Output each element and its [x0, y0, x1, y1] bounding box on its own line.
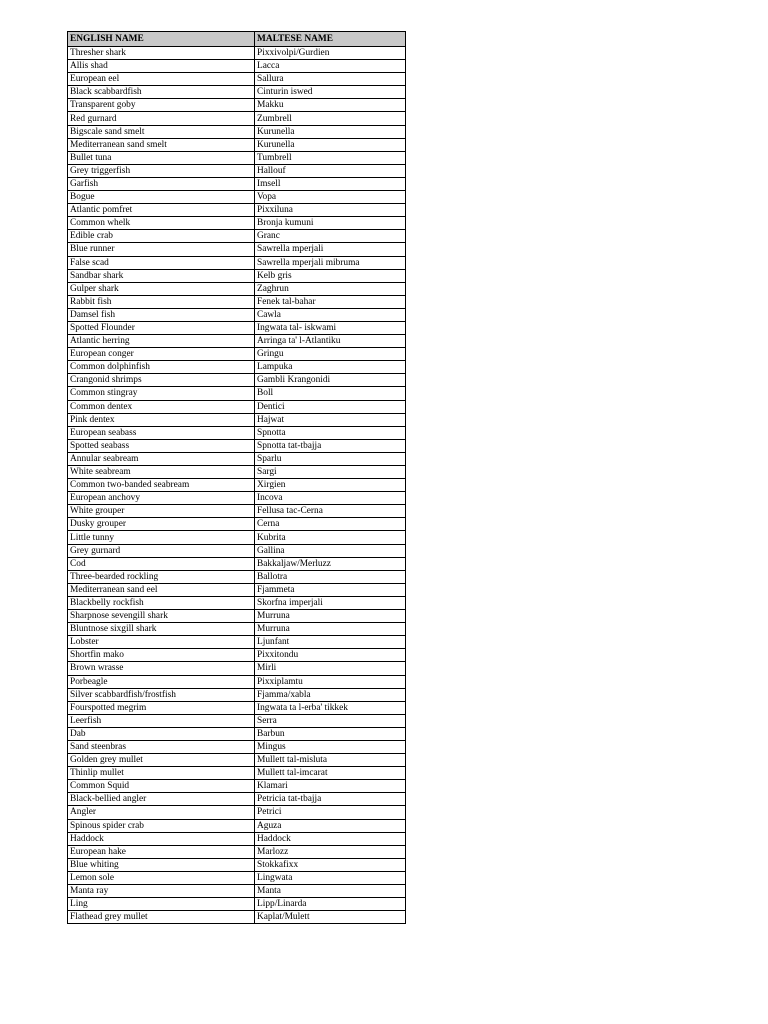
table-row	[68, 596, 406, 609]
english-name-header[interactable]: ENGLISH NAME	[68, 32, 255, 47]
table-row	[68, 426, 406, 439]
table-row	[68, 832, 406, 845]
english-name-cell[interactable]: Sharpnose sevengill shark	[68, 610, 255, 623]
maltese-name-cell[interactable]: Sparlu	[255, 452, 406, 465]
maltese-name-cell[interactable]: Pixxivolpi/Gurdien	[255, 47, 406, 60]
table-row	[68, 164, 406, 177]
maltese-name-cell[interactable]: Cerna	[255, 518, 406, 531]
english-name-cell[interactable]: Mediterranean sand smelt	[68, 138, 255, 151]
table-row	[68, 361, 406, 374]
table-row	[68, 217, 406, 230]
english-name-cell[interactable]: Thresher shark	[68, 47, 255, 60]
english-name-cell[interactable]: Red gurnard	[68, 112, 255, 125]
maltese-name-cell[interactable]: Hallouf	[255, 164, 406, 177]
table-row	[68, 86, 406, 99]
table-row	[68, 479, 406, 492]
english-name-cell[interactable]: Cod	[68, 557, 255, 570]
english-name-cell[interactable]: Blackbelly rockfish	[68, 596, 255, 609]
table-row	[68, 191, 406, 204]
table-row	[68, 819, 406, 832]
table-row	[68, 204, 406, 217]
maltese-name-cell[interactable]: Vopa	[255, 191, 406, 204]
maltese-name-cell[interactable]: Haddock	[255, 832, 406, 845]
table-row	[68, 256, 406, 269]
maltese-name-cell[interactable]: Cawla	[255, 308, 406, 321]
maltese-name-cell[interactable]: Incova	[255, 492, 406, 505]
maltese-name-cell[interactable]: Kelb gris	[255, 269, 406, 282]
maltese-name-cell[interactable]: Fjamma/xabla	[255, 688, 406, 701]
table-row	[68, 845, 406, 858]
english-name-cell[interactable]: Common two-banded seabream	[68, 479, 255, 492]
table-row	[68, 60, 406, 73]
maltese-name-cell[interactable]: Dentici	[255, 400, 406, 413]
table-row	[68, 858, 406, 871]
english-name-cell[interactable]: Flathead grey mullet	[68, 911, 255, 924]
table-row	[68, 649, 406, 662]
maltese-name-header[interactable]: MALTESE NAME	[255, 32, 406, 47]
maltese-name-cell[interactable]: Pixxitondu	[255, 649, 406, 662]
table-row	[68, 531, 406, 544]
table-row	[68, 321, 406, 334]
english-name-cell[interactable]: Blue whiting	[68, 858, 255, 871]
maltese-name-cell[interactable]: Spnotta tat-tbajja	[255, 439, 406, 452]
maltese-name-cell[interactable]: Fenek tal-bahar	[255, 295, 406, 308]
maltese-name-cell[interactable]: Granc	[255, 230, 406, 243]
maltese-name-cell[interactable]: Gambli Krangonidi	[255, 374, 406, 387]
table-row	[68, 636, 406, 649]
table-row	[68, 439, 406, 452]
maltese-name-cell[interactable]: Boll	[255, 387, 406, 400]
english-name-cell[interactable]: Annular seabream	[68, 452, 255, 465]
english-name-cell[interactable]: Leerfish	[68, 714, 255, 727]
maltese-name-cell[interactable]: Imsell	[255, 177, 406, 190]
table-row	[68, 466, 406, 479]
english-name-cell[interactable]: Common whelk	[68, 217, 255, 230]
maltese-name-cell[interactable]: Xirgien	[255, 479, 406, 492]
maltese-name-cell[interactable]: Spnotta	[255, 426, 406, 439]
english-name-cell[interactable]: European hake	[68, 845, 255, 858]
maltese-name-cell[interactable]: Ingwata tal- iskwami	[255, 321, 406, 334]
english-name-cell[interactable]: Blue runner	[68, 243, 255, 256]
english-name-cell[interactable]: Bigscale sand smelt	[68, 125, 255, 138]
maltese-name-cell[interactable]: Bronja kumuni	[255, 217, 406, 230]
maltese-name-cell[interactable]: Lipp/Linarda	[255, 898, 406, 911]
english-name-cell[interactable]: Ling	[68, 898, 255, 911]
table-row	[68, 112, 406, 125]
maltese-name-cell[interactable]: Zaghrun	[255, 282, 406, 295]
english-name-cell[interactable]: Edible crab	[68, 230, 255, 243]
table-row	[68, 374, 406, 387]
maltese-name-cell[interactable]: Lacca	[255, 60, 406, 73]
fish-names-table	[67, 31, 406, 924]
english-name-cell[interactable]: Porbeagle	[68, 675, 255, 688]
maltese-name-cell[interactable]: Pixxiplamtu	[255, 675, 406, 688]
english-name-cell[interactable]: Crangonid shrimps	[68, 374, 255, 387]
english-name-cell[interactable]: European anchovy	[68, 492, 255, 505]
table-row	[68, 518, 406, 531]
maltese-name-cell[interactable]: Murruna	[255, 623, 406, 636]
maltese-name-cell[interactable]: Fellusa tac-Cerna	[255, 505, 406, 518]
table-row	[68, 335, 406, 348]
english-name-cell[interactable]: Haddock	[68, 832, 255, 845]
table-row	[68, 151, 406, 164]
maltese-name-cell[interactable]: Kubrita	[255, 531, 406, 544]
english-name-cell[interactable]: Sand steenbras	[68, 740, 255, 753]
english-name-cell[interactable]: European seabass	[68, 426, 255, 439]
table-row	[68, 295, 406, 308]
table-row	[68, 675, 406, 688]
table-row	[68, 754, 406, 767]
table-row	[68, 177, 406, 190]
table-row	[68, 230, 406, 243]
table-row	[68, 714, 406, 727]
english-name-cell[interactable]: Garfish	[68, 177, 255, 190]
table-row	[68, 400, 406, 413]
maltese-name-cell[interactable]: Cinturin iswed	[255, 86, 406, 99]
maltese-name-cell[interactable]: Sawrella mperjali	[255, 243, 406, 256]
table-row	[68, 806, 406, 819]
table-row	[68, 505, 406, 518]
english-name-cell[interactable]: Common Squid	[68, 780, 255, 793]
maltese-name-cell[interactable]: Fjammeta	[255, 583, 406, 596]
english-name-cell[interactable]: Grey triggerfish	[68, 164, 255, 177]
english-name-cell[interactable]: Pink dentex	[68, 413, 255, 426]
table-row	[68, 623, 406, 636]
table-row	[68, 871, 406, 884]
english-name-cell[interactable]: European conger	[68, 348, 255, 361]
table-row	[68, 898, 406, 911]
maltese-name-cell[interactable]: Petricia tat-tbajja	[255, 793, 406, 806]
english-name-cell[interactable]: Spotted Flounder	[68, 321, 255, 334]
maltese-name-cell[interactable]: Sallura	[255, 73, 406, 86]
table-row	[68, 308, 406, 321]
english-name-cell[interactable]: Thinlip mullet	[68, 767, 255, 780]
maltese-name-cell[interactable]: Gringu	[255, 348, 406, 361]
maltese-name-cell[interactable]: Barbun	[255, 727, 406, 740]
english-name-cell[interactable]: Bullet tuna	[68, 151, 255, 164]
maltese-name-cell[interactable]: Mingus	[255, 740, 406, 753]
maltese-name-cell[interactable]: Zumbrell	[255, 112, 406, 125]
table-row	[68, 492, 406, 505]
maltese-name-cell[interactable]: Ingwata ta l-erba' tikkek	[255, 701, 406, 714]
english-name-cell[interactable]: Atlantic pomfret	[68, 204, 255, 217]
english-name-cell[interactable]: Sandbar shark	[68, 269, 255, 282]
table-row	[68, 701, 406, 714]
english-name-cell[interactable]: Grey gurnard	[68, 544, 255, 557]
english-name-cell[interactable]: Atlantic herring	[68, 335, 255, 348]
table-row	[68, 662, 406, 675]
table-row	[68, 269, 406, 282]
english-name-cell[interactable]: Silver scabbardfish/frostfish	[68, 688, 255, 701]
maltese-name-cell[interactable]: Kurunella	[255, 138, 406, 151]
maltese-name-cell[interactable]: Sawrella mperjali mibruma	[255, 256, 406, 269]
table-row	[68, 885, 406, 898]
table-row	[68, 138, 406, 151]
maltese-name-cell[interactable]: Arringa ta' l-Atlantiku	[255, 335, 406, 348]
english-name-cell[interactable]: Three-bearded rockling	[68, 570, 255, 583]
english-name-cell[interactable]: Mediterranean sand eel	[68, 583, 255, 596]
fish-names-sheet	[67, 31, 405, 924]
maltese-name-cell[interactable]: Kaplat/Mulett	[255, 911, 406, 924]
english-name-cell[interactable]: Common stingray	[68, 387, 255, 400]
maltese-name-cell[interactable]: Petrici	[255, 806, 406, 819]
english-name-cell[interactable]: Lobster	[68, 636, 255, 649]
english-name-cell[interactable]: Shortfin mako	[68, 649, 255, 662]
table-row	[68, 780, 406, 793]
english-name-cell[interactable]: Manta ray	[68, 885, 255, 898]
english-name-cell[interactable]: Bogue	[68, 191, 255, 204]
maltese-name-cell[interactable]: Stokkafixx	[255, 858, 406, 871]
table-row	[68, 282, 406, 295]
table-row	[68, 452, 406, 465]
table-row	[68, 243, 406, 256]
table-row	[68, 727, 406, 740]
table-row	[68, 73, 406, 86]
table-row	[68, 740, 406, 753]
maltese-name-cell[interactable]: Makku	[255, 99, 406, 112]
table-row	[68, 387, 406, 400]
english-name-cell[interactable]: Little tunny	[68, 531, 255, 544]
english-name-cell[interactable]: Common dentex	[68, 400, 255, 413]
english-name-cell[interactable]: Spotted seabass	[68, 439, 255, 452]
english-name-cell[interactable]: Common dolphinfish	[68, 361, 255, 374]
table-row	[68, 583, 406, 596]
maltese-name-cell[interactable]: Klamari	[255, 780, 406, 793]
maltese-name-cell[interactable]: Ljunfant	[255, 636, 406, 649]
table-row	[68, 688, 406, 701]
english-name-cell[interactable]: Angler	[68, 806, 255, 819]
table-row	[68, 911, 406, 924]
english-name-cell[interactable]: Lemon sole	[68, 871, 255, 884]
english-name-cell[interactable]: Allis shad	[68, 60, 255, 73]
table-row	[68, 125, 406, 138]
english-name-cell[interactable]: White grouper	[68, 505, 255, 518]
table-row	[68, 793, 406, 806]
table-row	[68, 47, 406, 60]
maltese-name-cell[interactable]: Sargi	[255, 466, 406, 479]
english-name-cell[interactable]: White seabream	[68, 466, 255, 479]
maltese-name-cell[interactable]: Gallina	[255, 544, 406, 557]
english-name-cell[interactable]: European eel	[68, 73, 255, 86]
table-row	[68, 544, 406, 557]
english-name-cell[interactable]: Dab	[68, 727, 255, 740]
english-name-cell[interactable]: Transparent goby	[68, 99, 255, 112]
english-name-cell[interactable]: Damsel fish	[68, 308, 255, 321]
english-name-cell[interactable]: Spinous spider crab	[68, 819, 255, 832]
table-row	[68, 610, 406, 623]
english-name-cell[interactable]: Golden grey mullet	[68, 754, 255, 767]
maltese-name-cell[interactable]: Pixxiluna	[255, 204, 406, 217]
maltese-name-cell[interactable]: Mirli	[255, 662, 406, 675]
maltese-name-cell[interactable]: Mullett tal-misluta	[255, 754, 406, 767]
maltese-name-cell[interactable]: Skorfna imperjali	[255, 596, 406, 609]
english-name-cell[interactable]: Bluntnose sixgill shark	[68, 623, 255, 636]
maltese-name-cell[interactable]: Serra	[255, 714, 406, 727]
maltese-name-cell[interactable]: Hajwat	[255, 413, 406, 426]
table-row	[68, 570, 406, 583]
english-name-cell[interactable]: Black scabbardfish	[68, 86, 255, 99]
maltese-name-cell[interactable]: Marlozz	[255, 845, 406, 858]
table-body	[68, 47, 406, 924]
maltese-name-cell[interactable]: Mullett tal-imcarat	[255, 767, 406, 780]
english-name-cell[interactable]: Brown wrasse	[68, 662, 255, 675]
header-row	[68, 32, 406, 47]
maltese-name-cell[interactable]: Lampuka	[255, 361, 406, 374]
english-name-cell[interactable]: Fourspotted megrim	[68, 701, 255, 714]
maltese-name-cell[interactable]: Tumbrell	[255, 151, 406, 164]
english-name-cell[interactable]: Dusky grouper	[68, 518, 255, 531]
maltese-name-cell[interactable]: Manta	[255, 885, 406, 898]
table-row	[68, 99, 406, 112]
maltese-name-cell[interactable]: Kurunella	[255, 125, 406, 138]
english-name-cell[interactable]: Black-bellied angler	[68, 793, 255, 806]
english-name-cell[interactable]: Rabbit fish	[68, 295, 255, 308]
table-row	[68, 413, 406, 426]
table-row	[68, 557, 406, 570]
maltese-name-cell[interactable]: Bakkaljaw/Merluzz	[255, 557, 406, 570]
table-row	[68, 767, 406, 780]
maltese-name-cell[interactable]: Ballotra	[255, 570, 406, 583]
maltese-name-cell[interactable]: Lingwata	[255, 871, 406, 884]
english-name-cell[interactable]: Gulper shark	[68, 282, 255, 295]
maltese-name-cell[interactable]: Aguza	[255, 819, 406, 832]
maltese-name-cell[interactable]: Murruna	[255, 610, 406, 623]
english-name-cell[interactable]: False scad	[68, 256, 255, 269]
table-row	[68, 348, 406, 361]
